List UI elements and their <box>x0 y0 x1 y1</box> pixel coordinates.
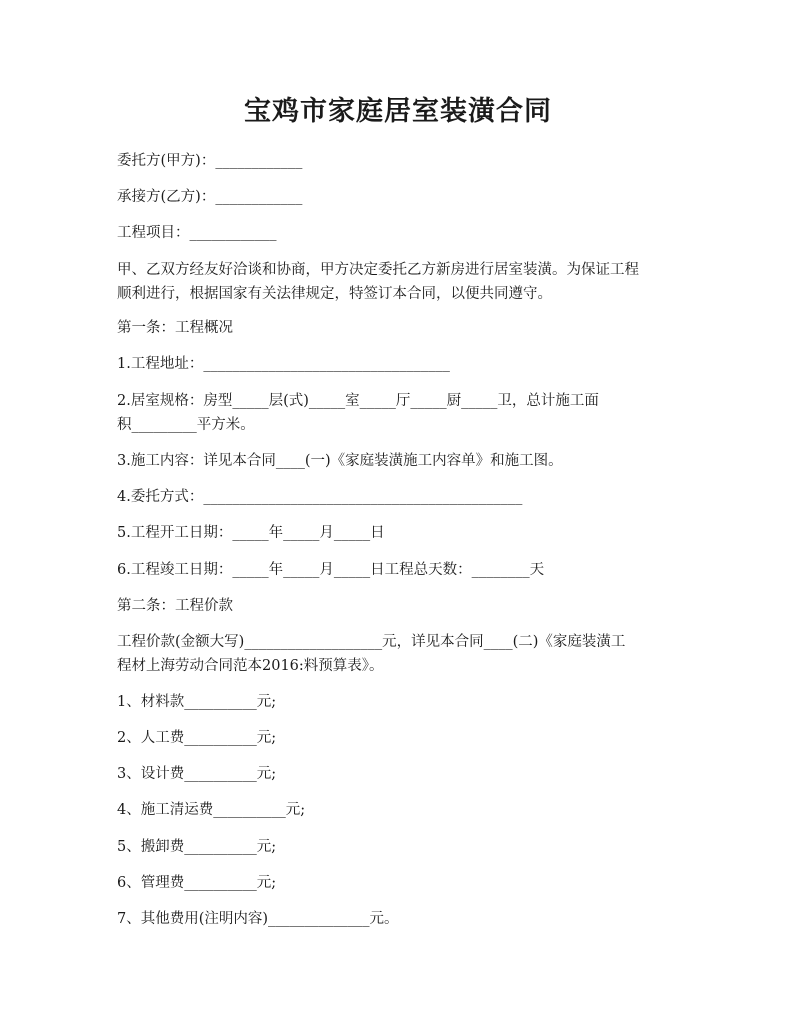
cost-item-materials: 1、材料款__________元; <box>117 694 277 710</box>
cost-item-design: 3、设计费__________元; <box>117 766 277 782</box>
item-room-spec-line: 2.居室规格：房型_____层(式)_____室_____厅_____厨_____卫，总计施工面 <box>117 393 599 409</box>
item-room-spec-line: 积_________平方米。 <box>117 417 255 433</box>
item-construction-content: 3.施工内容：详见本合同____(一)《家庭装潢施工内容单》和施工图。 <box>117 453 563 469</box>
price-line: 工程价款(金额大写)___________________元，详见本合同____(二)《家庭装潢工 <box>117 634 626 650</box>
item-end-date: 6.工程竣工日期：_____年_____月_____日工程总天数：________天 <box>117 562 545 578</box>
cost-item-cleanup: 4、施工清运费__________元; <box>117 802 306 818</box>
price-line: 程材上海劳动合同范本2016:料预算表》。 <box>117 658 384 674</box>
article2-heading: 第二条：工程价款 <box>117 598 233 614</box>
cost-item-moving: 5、搬卸费__________元; <box>117 839 277 855</box>
project-line: 工程项目：____________ <box>117 225 277 241</box>
cost-item-labor: 2、人工费__________元; <box>117 730 277 746</box>
article1-heading: 第一条：工程概况 <box>117 320 233 336</box>
intro-paragraph <box>117 258 682 306</box>
intro-line: 顺利进行，根据国家有关法律规定，特签订本合同，以便共同遵守。 <box>117 286 552 302</box>
cost-item-other: 7、其他费用(注明内容)______________元。 <box>117 911 399 927</box>
cost-item-management: 6、管理费__________元; <box>117 875 277 891</box>
page-title: 宝鸡市家庭居室装潢合同 <box>244 96 552 127</box>
intro-line: 甲、乙双方经友好洽谈和协商，甲方决定委托乙方新房进行居室装潢。为保证工程 <box>117 262 639 278</box>
item-start-date: 5.工程开工日期：_____年_____月_____日 <box>117 525 385 541</box>
item-commission-method: 4.委托方式：____________________________________________ <box>117 489 523 505</box>
price-paragraph <box>117 630 682 678</box>
item-room-spec <box>117 389 682 437</box>
client-party-line: 委托方(甲方)：____________ <box>117 153 303 169</box>
contractor-party-line: 承接方(乙方)：____________ <box>117 189 303 205</box>
item-address: 1.工程地址：__________________________________ <box>117 356 450 372</box>
